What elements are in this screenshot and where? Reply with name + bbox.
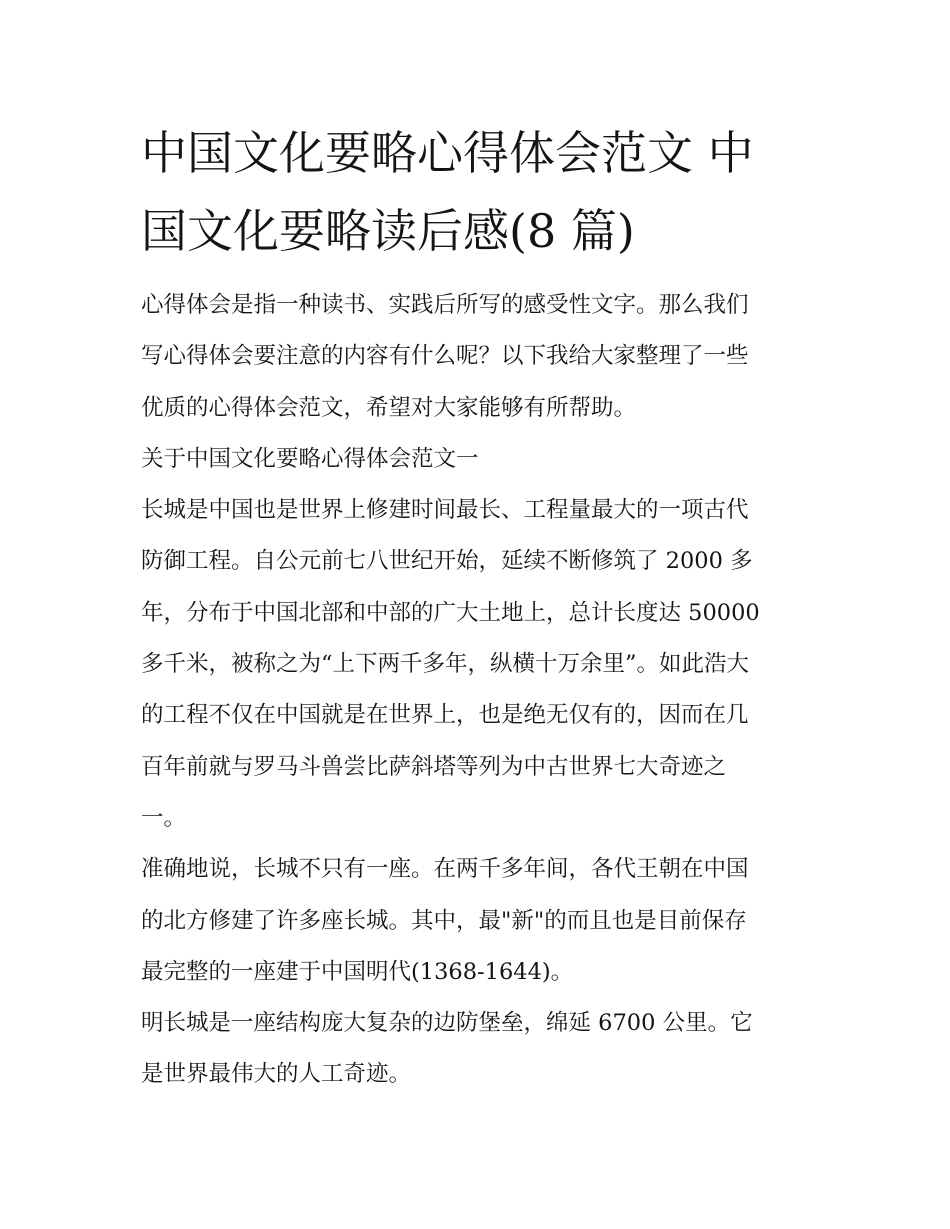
text-line: 最完整的一座建于中国明代(1368-1644)。: [141, 958, 574, 985]
text-line: 多千米，被称之为“上下两千多年，纵横十万余里”。如此浩大: [141, 651, 750, 678]
body-paragraph: [141, 485, 813, 844]
document-content: [141, 114, 813, 1101]
text-line: 写心得体会要注意的内容有什么呢？以下我给大家整理了一些: [141, 343, 749, 370]
body-paragraph: [141, 844, 813, 998]
text-line: 关于中国文化要略心得体会范文一: [141, 445, 479, 472]
section-heading: [141, 434, 813, 485]
text-line: 准确地说，长城不只有一座。在两千多年间，各代王朝在中国: [141, 856, 749, 883]
title-line: 国文化要略读后感(8 篇): [141, 204, 635, 258]
text-line: 心得体会是指一种读书、实践后所写的感受性文字。那么我们: [141, 292, 749, 318]
document-title: [141, 114, 813, 270]
body-paragraph: [141, 998, 813, 1101]
document-body: [141, 280, 813, 1101]
intro-paragraph: [141, 280, 813, 434]
text-line: 优质的心得体会范文，希望对大家能够有所帮助。: [141, 394, 637, 421]
title-line: 中国文化要略心得体会范文 中: [141, 126, 754, 180]
text-line: 长城是中国也是世界上修建时间最长、工程量最大的一项古代: [141, 497, 749, 524]
text-line: 的工程不仅在中国就是在世界上，也是绝无仅有的，因而在几: [141, 702, 749, 729]
text-line: 的北方修建了许多座长城。其中，最"新"的而且也是目前保存: [141, 907, 747, 934]
text-line: 防御工程。自公元前七八世纪开始，延续不断修筑了 2000 多: [141, 548, 753, 575]
text-line: 百年前就与罗马斗兽尝比萨斜塔等列为中古世界七大奇迹之: [141, 753, 727, 780]
text-line: 年，分布于中国北部和中部的广大土地上，总计长度达 50000: [141, 599, 760, 626]
text-line: 是世界最伟大的人工奇迹。: [141, 1061, 412, 1088]
text-line: 明长城是一座结构庞大复杂的边防堡垒，绵延 6700 公里。它: [141, 1010, 753, 1037]
text-line: 一。: [141, 804, 187, 831]
